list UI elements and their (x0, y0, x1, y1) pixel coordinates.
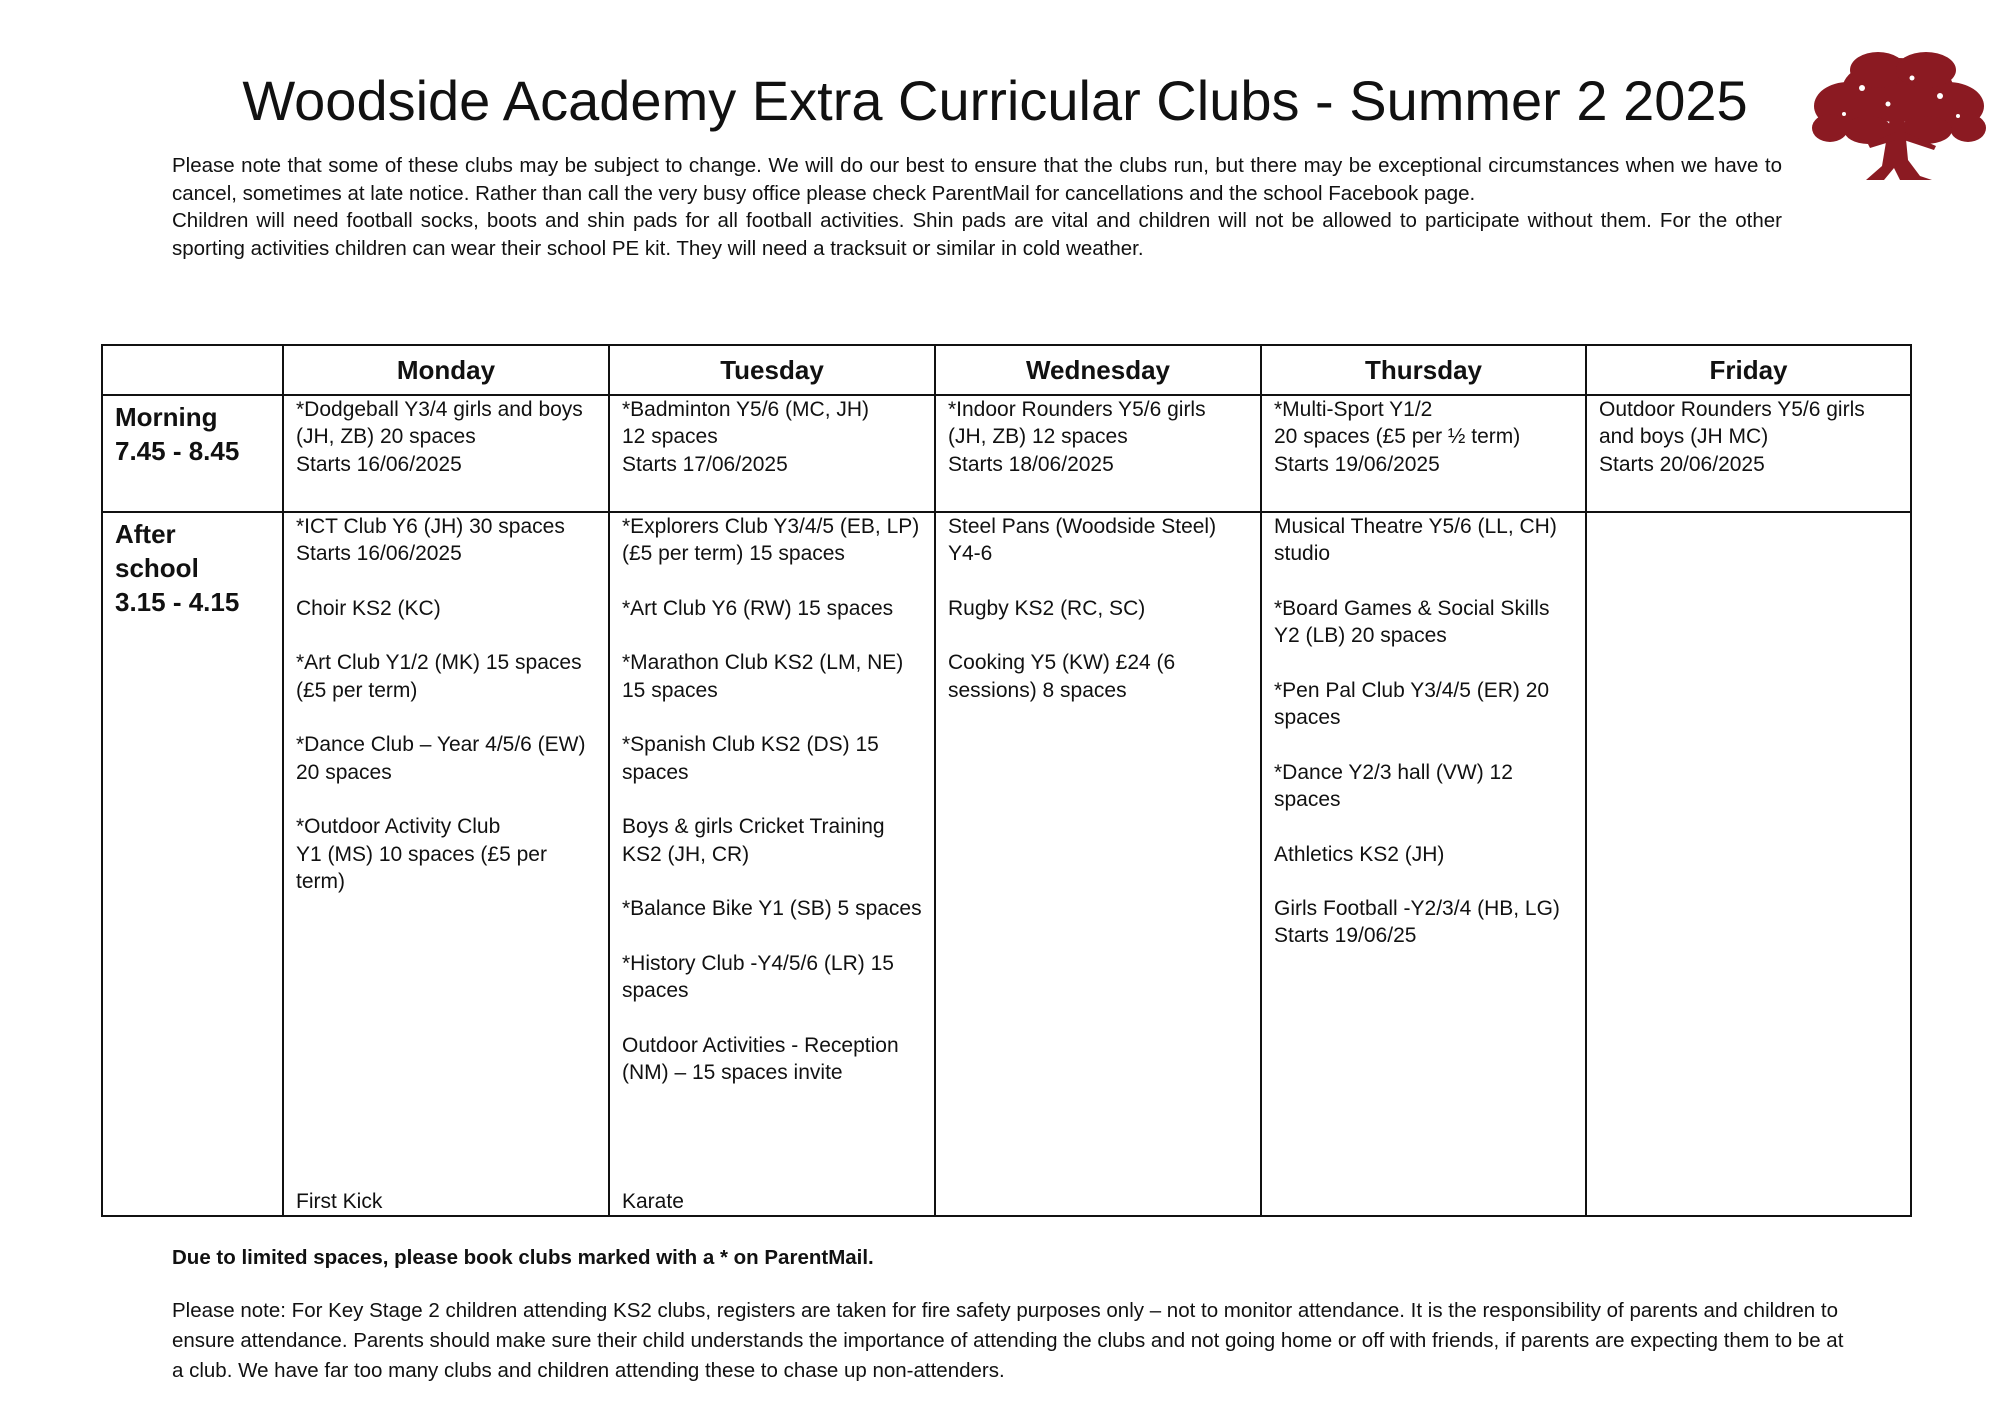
after-school-row (102, 512, 1911, 1216)
after-thursday (1261, 512, 1586, 1216)
booking-note: Due to limited spaces, please book clubs marked with a * on ParentMail. (172, 1246, 874, 1269)
after-school-label (102, 512, 283, 1216)
day-header-tuesday: Tuesday (609, 345, 935, 395)
club-entry: Musical Theatre Y5/6 (LL, CH) studio (1274, 515, 1557, 566)
club-entry: *Spanish Club KS2 (DS) 15 spaces (622, 733, 879, 784)
club-entry: Girls Football -Y2/3/4 (HB, LG) Starts 19/06/25 (1274, 897, 1560, 948)
club-entry: *Art Club Y6 (RW) 15 spaces (622, 596, 894, 620)
club-entry: Steel Pans (Woodside Steel) Y4-6 (948, 515, 1217, 566)
club-entry: Outdoor Rounders Y5/6 girls and boys (JH MC) Starts 20/06/2025 (1599, 398, 1865, 476)
club-entry: Athletics KS2 (JH) (1274, 842, 1445, 866)
clubs-timetable (101, 344, 1912, 1217)
club-entry: Choir KS2 (KC) (296, 596, 441, 620)
intro-paragraph-changes: Please note that some of these clubs may be subject to change. We will do our best to ensure that the clubs run, but there may be exceptional circumstances when we have to cancel, sometimes at late notice. Rather than call the very busy office please check ParentMail for cancellations and the school Facebook page. (172, 154, 1782, 205)
club-entry-bottom: First Kick (296, 1189, 383, 1213)
club-entry: *Explorers Club Y3/4/5 (EB, LP) (£5 per term) 15 spaces (622, 515, 920, 566)
club-entry: *Dodgeball Y3/4 girls and boys (JH, ZB) 20 spaces Starts 16/06/2025 (296, 398, 583, 476)
morning-friday (1586, 395, 1911, 512)
club-entry: *Pen Pal Club Y3/4/5 (ER) 20 spaces (1274, 678, 1550, 730)
club-entry: *Outdoor Activity Club Y1 (MS) 10 spaces (£5 per term) (296, 815, 547, 893)
after-tuesday (609, 512, 935, 1216)
morning-label (102, 395, 283, 512)
day-header-friday: Friday (1586, 345, 1911, 395)
club-entry: *Indoor Rounders Y5/6 girls (JH, ZB) 12 spaces Starts 18/06/2025 (948, 398, 1206, 476)
morning-thursday (1261, 395, 1586, 512)
club-entry: *Multi-Sport Y1/2 20 spaces (£5 per ½ term) Starts 19/06/2025 (1274, 398, 1521, 476)
club-entry: *Dance Club – Year 4/5/6 (EW) 20 spaces (296, 733, 586, 784)
club-entry: *Balance Bike Y1 (SB) 5 spaces (622, 897, 922, 921)
day-header-monday: Monday (283, 345, 609, 395)
corner-cell (102, 345, 283, 395)
after-friday (1586, 512, 1911, 1216)
club-entry: Boys & girls Cricket Training KS2 (JH, CR) (622, 815, 885, 866)
oak-tree-logo-icon (1808, 48, 1988, 192)
club-entry: *Art Club Y1/2 (MK) 15 spaces (£5 per term) (296, 651, 582, 702)
club-entry: Rugby KS2 (RC, SC) (948, 596, 1146, 620)
club-entry: *Dance Y2/3 hall (VW) 12 spaces (1274, 760, 1513, 811)
row-label-text: Morning 7.45 - 8.45 (115, 402, 240, 466)
morning-row (102, 395, 1911, 512)
club-entry: Outdoor Activities - Reception (NM) – 15 spaces invite (622, 1033, 899, 1084)
day-header-row (102, 345, 1911, 395)
intro-paragraph-kit: Children will need football socks, boots and shin pads for all football activities. Shin pads are vital and children will not be allowed to participate without them. For the other sporting activities children can wear their school PE kit. They will need a tracksuit or similar in cold weather. (172, 209, 1782, 260)
day-header-thursday: Thursday (1261, 345, 1586, 395)
intro-text (172, 152, 1782, 262)
club-entry: *Marathon Club KS2 (LM, NE) 15 spaces (622, 651, 904, 702)
after-wednesday (935, 512, 1261, 1216)
row-label-text: After school 3.15 - 4.15 (115, 519, 240, 617)
after-monday (283, 512, 609, 1216)
club-entry: *History Club -Y4/5/6 (LR) 15 spaces (622, 951, 894, 1003)
club-entry: *Board Games & Social Skills Y2 (LB) 20 spaces (1274, 596, 1550, 648)
morning-wednesday (935, 395, 1261, 512)
club-entry-bottom: Karate (622, 1189, 684, 1213)
attendance-note: Please note: For Key Stage 2 children attending KS2 clubs, registers are taken for fire safety purposes only – not to monitor attendance. It is the responsibility of parents and children to ensure attendance. Parents should make sure their child understands the importance of attending the clubs and not going home or off with friends, if parents are expecting them to be at a club. We have far too many clubs and children attending these to chase up non-attenders. (172, 1299, 1844, 1382)
club-entry: Cooking Y5 (KW) £24 (6 sessions) 8 spaces (948, 651, 1176, 702)
club-entry: *ICT Club Y6 (JH) 30 spaces Starts 16/06/2025 (296, 515, 565, 566)
page-title: Woodside Academy Extra Curricular Clubs - Summer 2 2025 (242, 69, 1748, 132)
day-header-wednesday: Wednesday (935, 345, 1261, 395)
club-entry: *Badminton Y5/6 (MC, JH) 12 spaces Starts 17/06/2025 (622, 398, 870, 476)
morning-tuesday (609, 395, 935, 512)
morning-monday (283, 395, 609, 512)
